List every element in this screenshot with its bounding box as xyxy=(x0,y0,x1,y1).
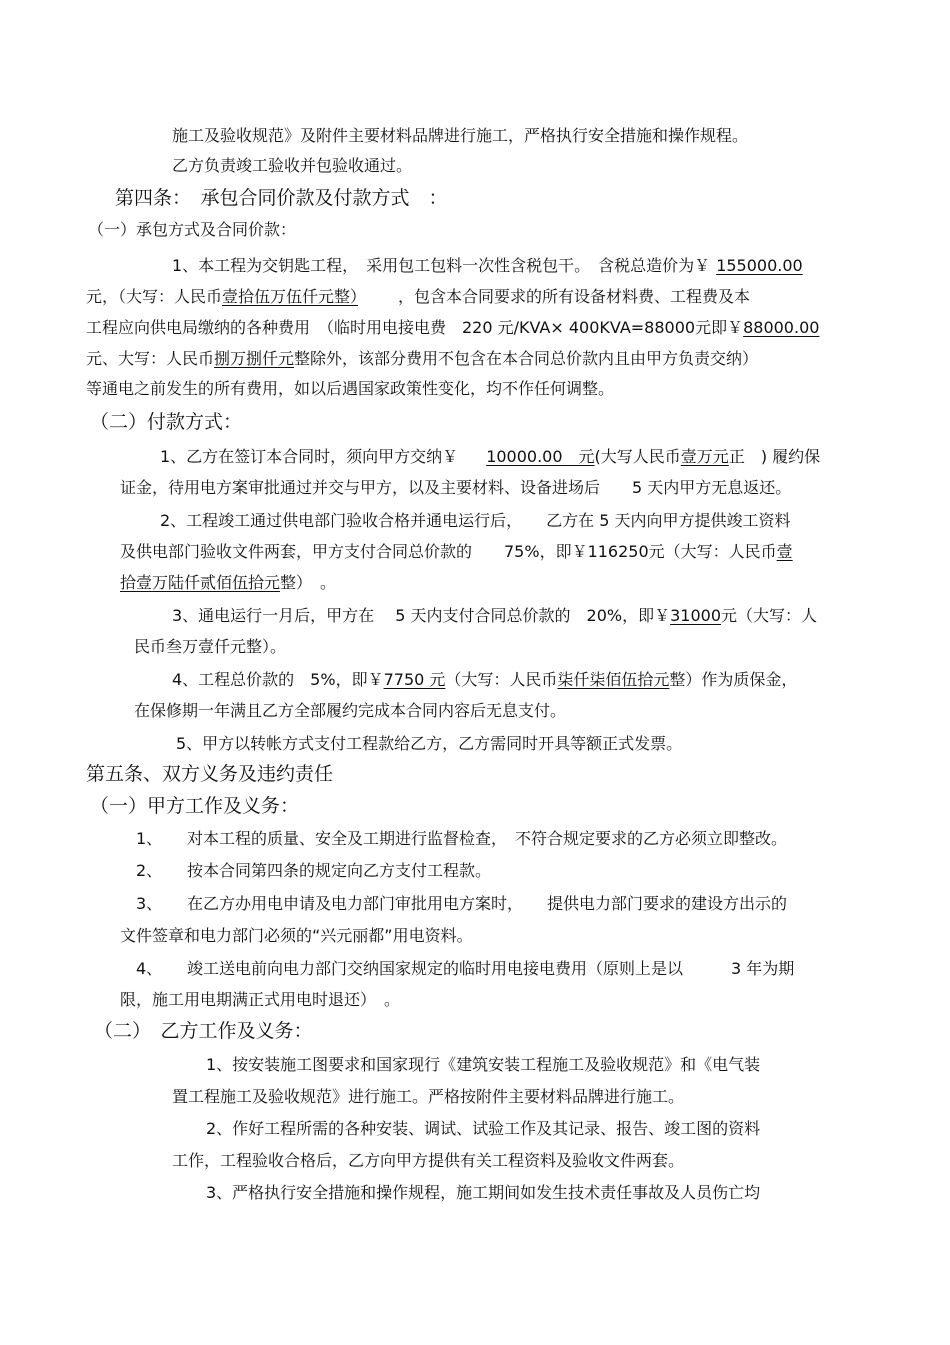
text-line: 2、作好工程所需的各种安装、调试、试验工作及其记录、报告、竣工图的资料 xyxy=(206,1119,761,1138)
amount-retention: 7750 元 xyxy=(383,670,446,689)
section-heading: （一）承包方式及合同价款： xyxy=(88,220,297,239)
text-line: 拾壹万陆仟贰佰伍拾元整） 。 xyxy=(120,573,337,592)
text-line: 施工及验收规范》及附件主要材料品牌进行施工，严格执行安全措施和操作规程。 xyxy=(172,126,749,145)
amount-capital: 捌万捌仟元 xyxy=(214,349,295,368)
text-line: 工程应向供电局缴纳的各种费用 （临时用电接电费 220 元/KVA× 400KVA=88000元即￥88000.00 xyxy=(86,318,820,337)
text-line: 民币叁万壹仟元整）。 xyxy=(134,637,287,656)
amount-capital: 壹 xyxy=(776,542,793,561)
amount-capital: 拾壹万陆仟贰佰伍拾元 xyxy=(120,573,281,592)
list-item-text: 按本合同第四条的规定向乙方支付工程款。 xyxy=(187,861,492,880)
list-item-text: 对本工程的质量、安全及工期进行监督检查， 不符合规定要求的乙方必须立即整改。 xyxy=(187,829,788,848)
text-line: 乙方负责竣工验收并包验收通过。 xyxy=(172,156,413,175)
text-line: 及供电部门验收文件两套，甲方支付合同总价款的 75%，即￥116250元（大写：人民币壹 xyxy=(120,542,793,561)
text-line: 工作，工程验收合格后，乙方向甲方提供有关工程资料及验收文件两套。 xyxy=(172,1151,685,1170)
amount-capital: 柒仟柒佰伍拾元 xyxy=(557,670,670,689)
list-item-text: 在乙方办用电申请及电力部门审批用电方案时， 提供电力部门要求的建设方出示的 xyxy=(187,894,788,913)
text-line: 在保修期一年满且乙方全部履约完成本合同内容后无息支付。 xyxy=(134,701,567,720)
amount-capital: 壹万元 xyxy=(680,447,729,466)
amount-deposit: 10000.00 元 xyxy=(486,447,595,466)
text-line: 置工程施工及验收规范》进行施工。严格按附件主要材料品牌进行施工。 xyxy=(172,1087,685,1106)
text-line: 3、通电运行一月后，甲方在 5 天内支付合同总价款的 20%，即￥31000元（大写：人 xyxy=(172,606,818,625)
text-line: 元、大写：人民币捌万捌仟元整除外，该部分费用不包含在本合同总价款内且由甲方负责交纳） xyxy=(86,349,759,368)
amount-fee: 88000.00 xyxy=(743,318,820,337)
article-5-heading: 第五条、双方义务及违约责任 xyxy=(86,763,334,785)
section-heading: （二） 乙方工作及义务： xyxy=(94,1020,313,1042)
list-item-number: 2、 xyxy=(136,861,163,880)
article-4-heading: 第四条： 承包合同价款及付款方式 ： xyxy=(115,187,448,209)
text-line: 3、严格执行安全措施和操作规程，施工期间如发生技术责任事故及人员伤亡均 xyxy=(206,1183,761,1202)
amount-payment: 31000 xyxy=(670,606,722,625)
text-line: 4、工程总价款的 5%，即￥7750 元（大写：人民币柒仟柒佰伍拾元整）作为质保金， xyxy=(172,670,798,689)
text-line: 1、乙方在签订本合同时，须向甲方交纳￥ 10000.00 元(大写人民币壹万元正 ) 履约保 xyxy=(160,447,821,466)
text-line: 证金，待用电方案审批通过并交与甲方，以及主要材料、设备进场后 5 天内甲方无息返还。 xyxy=(120,478,792,497)
text-line: 5、甲方以转帐方式支付工程款给乙方，乙方需同时开具等额正式发票。 xyxy=(176,734,683,753)
section-heading: （二）付款方式： xyxy=(90,411,243,433)
text-line: 元，（大写：人民币壹拾伍万伍仟元整） ，包含本合同要求的所有设备材料费、工程费及本 xyxy=(86,287,751,306)
text-line: 1、本工程为交钥匙工程， 采用包工包料一次性含税包干。 含税总造价为￥ 155000.00 xyxy=(172,256,803,275)
text-line: 2、工程竣工通过供电部门验收合格并通电运行后， 乙方在 5 天内向甲方提供竣工资料 xyxy=(160,511,791,530)
list-item-number: 1、 xyxy=(136,829,163,848)
list-item-text: 竣工送电前向电力部门交纳国家规定的临时用电接电费用（原则上是以 3 年为期 xyxy=(187,959,795,978)
section-heading: （一）甲方工作及义务： xyxy=(90,795,300,817)
text-line: 限，施工用电期满正式用电时退还） 。 xyxy=(120,990,401,1009)
amount-capital: 壹拾伍万伍仟元整） xyxy=(222,287,359,306)
text-line: 1、按安装施工图要求和国家现行《建筑安装工程施工及验收规范》和《电气装 xyxy=(206,1055,761,1074)
amount-total: 155000.00 xyxy=(716,256,803,275)
list-item-number: 4、 xyxy=(136,959,163,978)
text-line: 文件签章和电力部门必须的“兴元丽都”用电资料。 xyxy=(120,926,473,945)
list-item-number: 3、 xyxy=(136,894,163,913)
text-line: 等通电之前发生的所有费用，如以后遇国家政策性变化，均不作任何调整。 xyxy=(86,379,615,398)
